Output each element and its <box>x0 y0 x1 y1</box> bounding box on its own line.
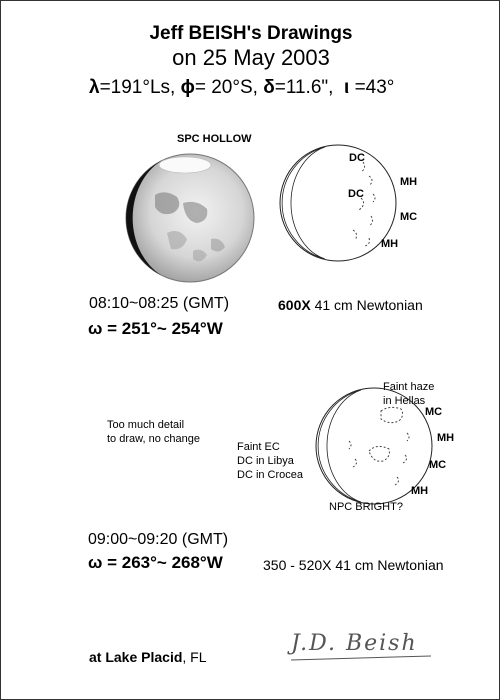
ec-note-line-1: Faint EC <box>237 441 280 453</box>
map2-label-mc-2: MC <box>429 459 447 471</box>
map2-label-mh-2: MH <box>411 485 429 497</box>
observation1-omega <box>88 319 223 339</box>
delta-symbol: δ <box>263 77 275 98</box>
observation2-telescope <box>263 557 444 573</box>
telescope-name: 41 cm Newtonian <box>314 297 423 313</box>
observation2-time: 09:00~09:20 (GMT) <box>88 531 229 548</box>
location <box>89 649 207 665</box>
location-prefix: at Lake Placid <box>89 649 183 665</box>
signature-text: J.D. Beish <box>291 631 418 656</box>
npc-bright-label: NPC BRIGHT? <box>329 501 403 513</box>
map1-label-dc-1: DC <box>349 152 365 164</box>
map2-label-mc-1: MC <box>425 406 443 418</box>
title-line-1: Jeff BEISH's Drawings <box>149 23 353 44</box>
map1-label-mh-2: MH <box>381 238 399 250</box>
observation2-omega <box>88 553 223 573</box>
omega-value-2: = 263°~ 268°W <box>107 553 223 572</box>
telescope-power-2: 350 - 520X <box>263 557 332 573</box>
phi-symbol: ϕ <box>180 77 195 98</box>
detail-note-line-2: to draw, no change <box>107 433 200 445</box>
telescope-power: 600X <box>278 297 311 313</box>
mars-drawing-1 <box>115 143 265 293</box>
map1-label-mc: MC <box>400 211 418 223</box>
signature <box>291 631 431 662</box>
ls-value: =191°Ls, <box>99 77 176 98</box>
ec-note-line-3: DC in Crocea <box>237 469 304 481</box>
ls-symbol: λ <box>89 77 100 98</box>
omega-symbol: ω <box>88 319 103 338</box>
haze-note-line-2: in Hellas <box>383 395 426 407</box>
spc-hollow-label: SPC HOLLOW <box>177 133 252 145</box>
telescope-name-2: 41 cm Newtonian <box>335 557 444 573</box>
omega-symbol-2: ω <box>88 553 103 572</box>
detail-note-line-1: Too much detail <box>107 419 185 431</box>
phi-value: = 20°S, <box>194 77 258 98</box>
haze-note-line-1: Faint haze <box>383 381 435 393</box>
location-state: , FL <box>182 649 207 665</box>
omega-value: = 251°~ 254°W <box>107 319 223 338</box>
iota-value: =43° <box>354 77 395 98</box>
observation1-telescope <box>278 297 423 313</box>
observation-parameters <box>89 77 394 99</box>
iota-symbol: ι <box>344 77 350 98</box>
map2-label-mh-1: MH <box>437 432 455 444</box>
ec-note-line-2: DC in Libya <box>237 455 294 467</box>
delta-value: =11.6", <box>274 77 334 98</box>
map1-label-mh-1: MH <box>400 176 418 188</box>
title-line-2: on 25 May 2003 <box>172 45 330 70</box>
observation1-time: 08:10~08:25 (GMT) <box>89 295 230 312</box>
map1-label-dc-2: DC <box>348 188 364 200</box>
